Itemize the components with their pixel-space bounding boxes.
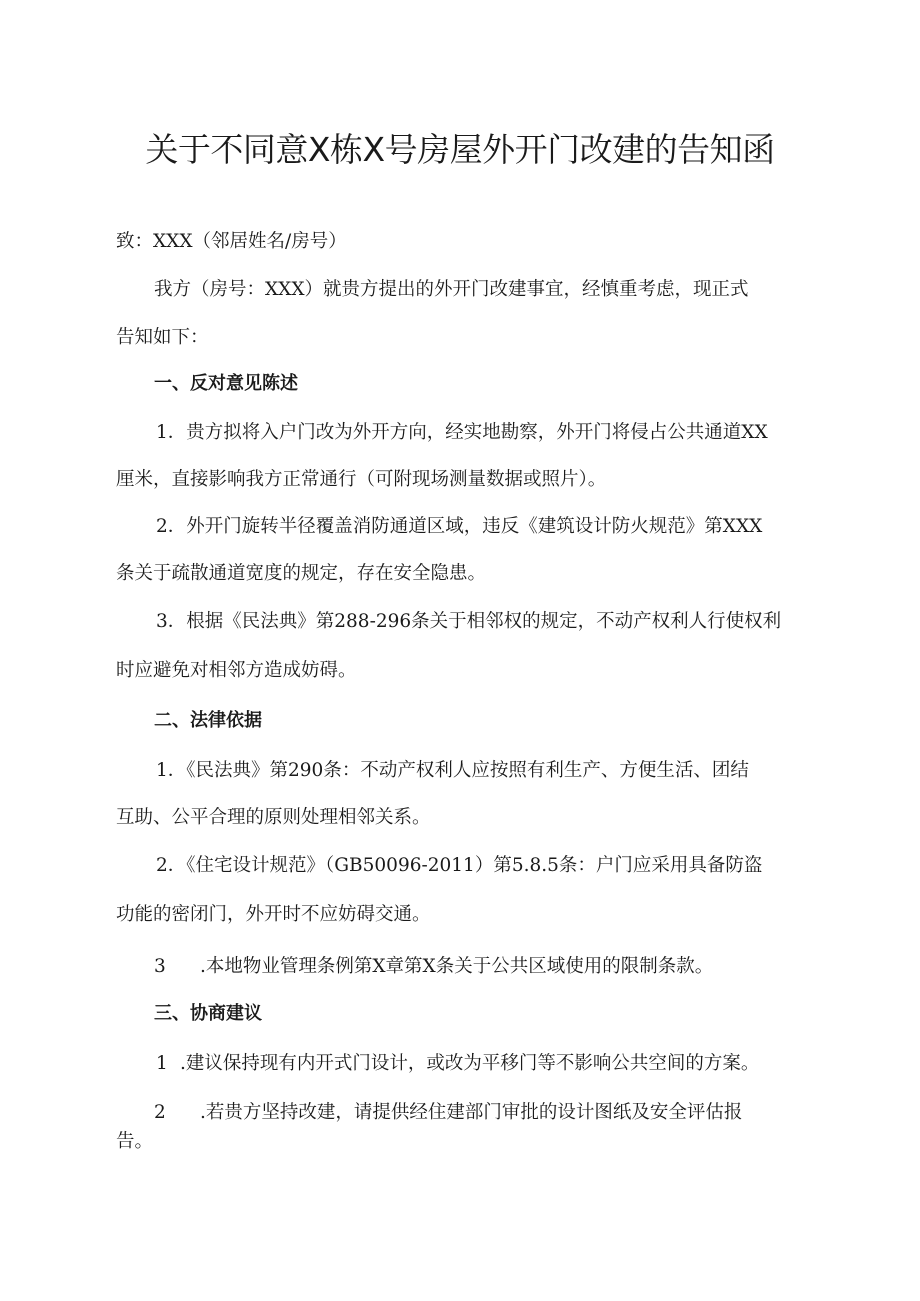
section-2-item-3-number: 3 [154,956,166,977]
section-1-heading: 一、反对意见陈述 [154,373,298,394]
section-2-heading: 二、法律依据 [154,710,262,731]
section-2-item-2-line-1: 2．《住宅设计规范》（GB50096-2011）第5.8.5条：户门应采用具备防盗 [156,855,763,876]
section-3-item-1-number: 1 [156,1053,168,1074]
section-2-item-3-text: .本地物业管理条例第X章第X条关于公共区域使用的限制条款。 [200,956,714,977]
section-3-item-1-text: .建议保持现有内开式门设计，或改为平移门等不影响公共空间的方案。 [180,1053,760,1074]
section-1-item-1-line-2: 厘米，直接影响我方正常通行（可附现场测量数据或照片）。 [116,469,607,490]
intro-line-1: 我方（房号：XXX）就贵方提出的外开门改建事宜，经慎重考虑，现正式 [154,279,749,300]
section-1-item-1-line-1: 1．贵方拟将入户门改为外开方向，经实地勘察，外开门将侵占公共通道XX [156,422,768,443]
section-2-item-2-line-2: 功能的密闭门，外开时不应妨碍交通。 [116,904,431,925]
section-3-item-2-line-2: 告。 [116,1131,154,1152]
section-1-item-2-line-1: 2．外开门旋转半径覆盖消防通道区域，违反《建筑设计防火规范》第XXX [156,516,763,537]
section-2-item-1-line-2: 互助、公平合理的原则处理相邻关系。 [116,807,431,828]
section-2-item-1-line-1: 1．《民法典》第290条：不动产权利人应按照有利生产、方便生活、团结 [156,760,749,781]
section-3-item-2-number: 2 [154,1102,166,1123]
section-3-heading: 三、协商建议 [154,1003,262,1024]
section-1-item-2-line-2: 条关于疏散通道宽度的规定，存在安全隐患。 [116,563,487,584]
section-3-item-2-text: .若贵方坚持改建，请提供经住建部门审批的设计图纸及安全评估报 [200,1102,743,1123]
document-title: 关于不同意X栋X号房屋外开门改建的告知函 [145,130,775,169]
section-1-item-3-line-1: 3．根据《民法典》第288-296条关于相邻权的规定，不动产权利人行使权利 [156,611,782,632]
intro-line-2: 告知如下： [116,327,209,348]
section-1-item-3-line-2: 时应避免对相邻方造成妨碍。 [116,660,357,681]
salutation: 致：XXX（邻居姓名/房号） [116,231,347,252]
